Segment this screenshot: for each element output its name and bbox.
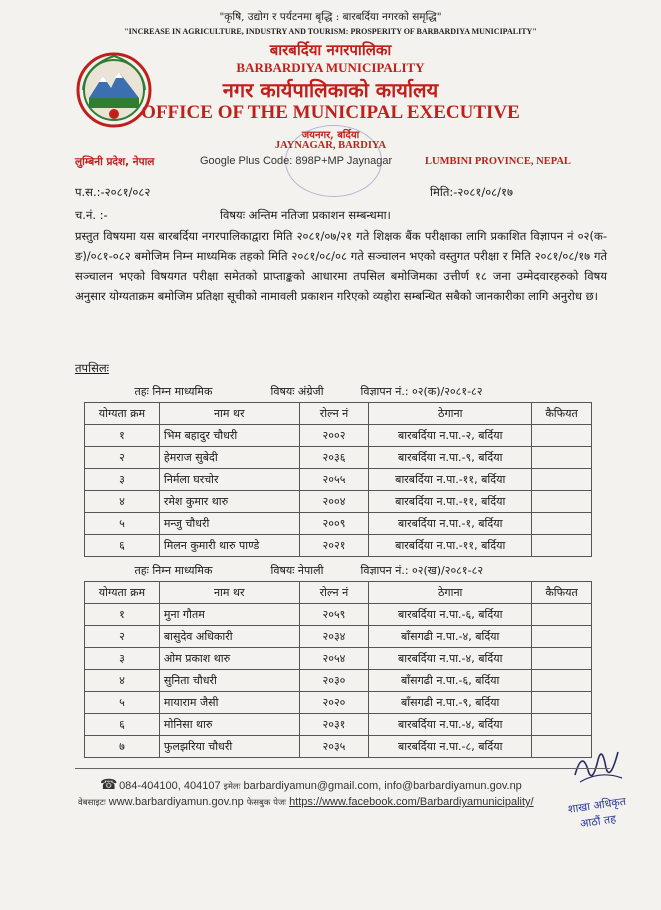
results-table-english	[84, 380, 592, 557]
address-cell: बाँसगढी न.पा.-९, बर्दिया	[369, 692, 532, 714]
office-name-english: OFFICE OF THE MUNICIPAL EXECUTIVE	[141, 102, 520, 123]
footer-phone: 084-404100, 404107	[119, 780, 221, 792]
letter-date: मिति:-२०८१/०८/१७	[430, 185, 514, 199]
name-cell: मायाराम जैसी	[159, 692, 299, 714]
table-header-row	[85, 582, 592, 604]
name-cell: मोनिसा थारु	[159, 714, 299, 736]
name-cell: सुनिता चौधरी	[159, 670, 299, 692]
table-level: तहः निम्न माध्यमिक	[134, 564, 213, 577]
rank-cell: ३	[85, 469, 160, 491]
motto-english: "INCREASE IN AGRICULTURE, INDUSTRY AND TOURISM: PROSPERITY OF BARBARDIYA MUNICIPALITY"	[124, 27, 537, 36]
google-plus-code: Google Plus Code: 898P+MP Jaynagar	[200, 155, 393, 167]
roll-cell: २०३५	[299, 736, 369, 758]
office-name-nepali: नगर कार्यपालिकाको कार्यालय	[222, 78, 439, 102]
rank-cell: २	[85, 447, 160, 469]
remarks-cell	[532, 714, 592, 736]
footer-facebook-label: फेसबुक पेजः	[246, 798, 286, 808]
table-row	[85, 648, 592, 670]
footer-facebook-link[interactable]: https://www.facebook.com/Barbardiyamunicipality/	[289, 796, 534, 808]
name-cell: निर्मला घरचोर	[159, 469, 299, 491]
rank-cell: १	[85, 425, 160, 447]
column-header: रोल्न नं	[299, 403, 369, 425]
remarks-cell	[532, 491, 592, 513]
remarks-cell	[532, 425, 592, 447]
column-header: नाम थर	[159, 403, 299, 425]
column-header: कैफियत	[532, 403, 592, 425]
footer-divider	[75, 768, 610, 769]
roll-cell: २०३४	[299, 626, 369, 648]
table-row	[85, 535, 592, 557]
address-cell: बारबर्दिया न.पा.-४, बर्दिया	[369, 648, 532, 670]
footer-emails[interactable]: barbardiyamun@gmail.com, info@barbardiyamun.gov.np	[243, 780, 522, 792]
roll-cell: २०२१	[299, 535, 369, 557]
roll-cell: २०२०	[299, 692, 369, 714]
address-nepali: जयनगर, बर्दिया	[301, 130, 360, 141]
letter-body: प्रस्तुत विषयमा यस बारबर्दिया नगरपालिकाद्वारा मिति २०८१/०७/२१ गते शिक्षक बैंक परीक्षाका लागि प्रकाशित विज्ञापन नं ०२(क-ङ)/०८१-०८२ बमोजिम निम्न माध्यमिक तहको मिति २०८१/०८/०८ गते सञ्चालन भएको वस्तुगत परीक्षा र मिति २०८१/०८/१७ गते सञ्चालन भएको विषयगत परीक्षा समेतको प्राप्ताङ्कको आधारमा तपसिल बमोजिमका उत्तीर्ण १८ जना उम्मेदवारहरुको विषय अनुसार योग्यताक्रम बमोजिम प्रतिक्षा सूचीको नामावली प्रकाशन गरिएको व्यहोरा सम्बन्धित सबैको जानकारीका लागि अनुरोध छ।	[75, 229, 607, 303]
signature-icon	[570, 740, 625, 790]
remarks-cell	[532, 692, 592, 714]
column-header: रोल्न नं	[299, 582, 369, 604]
name-cell: ओम प्रकाश थारु	[159, 648, 299, 670]
name-cell: मन्जु चौधरी	[159, 513, 299, 535]
roll-cell: २००४	[299, 491, 369, 513]
column-header: ठेगाना	[369, 403, 532, 425]
remarks-cell	[532, 535, 592, 557]
remarks-cell	[532, 604, 592, 626]
remarks-cell	[532, 670, 592, 692]
province-english: LUMBINI PROVINCE, NEPAL	[425, 156, 571, 167]
roll-cell: २०३६	[299, 447, 369, 469]
roll-cell: २००२	[299, 425, 369, 447]
address-cell: बारबर्दिया न.पा.-१, बर्दिया	[369, 513, 532, 535]
table-caption-row	[85, 559, 592, 582]
footer-website[interactable]: www.barbardiyamun.gov.np	[108, 796, 244, 808]
name-cell: बासुदेव अधिकारी	[159, 626, 299, 648]
rank-cell: ७	[85, 736, 160, 758]
table-row	[85, 425, 592, 447]
office-stamp	[285, 125, 382, 197]
results-table-nepali	[84, 559, 592, 758]
table-advert-number: विज्ञापन नं.: ०२(ख)/२०८१-८२	[360, 564, 484, 577]
details-heading: तपसिलः	[75, 361, 109, 375]
footer-email-label: इमेलः	[223, 782, 241, 792]
table-row	[85, 692, 592, 714]
address-cell: बारबर्दिया न.पा.-८, बर्दिया	[369, 736, 532, 758]
motto-nepali: "कृषि, उद्योग र पर्यटनमा बृद्धि : बारबर्दिया नगरको समृद्धि"	[219, 11, 442, 23]
rank-cell: ६	[85, 714, 160, 736]
roll-cell: २०५५	[299, 469, 369, 491]
signatory-title-line2: आठौं तह	[579, 812, 617, 831]
name-cell: रमेश कुमार थारु	[159, 491, 299, 513]
letter-subject: विषयः अन्तिम नतिजा प्रकाशन सम्बन्धमा।	[220, 208, 391, 222]
signatory-title	[567, 794, 629, 834]
table-row	[85, 736, 592, 758]
table-subject: विषयः अंग्रेजी	[270, 385, 324, 398]
table-row	[85, 469, 592, 491]
table-caption-row	[85, 380, 592, 403]
name-cell: मिलन कुमारी थारु पाण्डे	[159, 535, 299, 557]
address-cell: बाँसगढी न.पा.-६, बर्दिया	[369, 670, 532, 692]
rank-cell: ४	[85, 670, 160, 692]
name-cell: भिम बहादुर चौधरी	[159, 425, 299, 447]
municipality-name-english: BARBARDIYA MUNICIPALITY	[236, 60, 425, 75]
remarks-cell	[532, 469, 592, 491]
remarks-cell	[532, 447, 592, 469]
rank-cell: ३	[85, 648, 160, 670]
roll-cell: २०५९	[299, 604, 369, 626]
column-header: कैफियत	[532, 582, 592, 604]
table-advert-number: विज्ञापन नं.: ०२(क)/२०८१-८२	[360, 385, 483, 398]
address-cell: बारबर्दिया न.पा.-११, बर्दिया	[369, 535, 532, 557]
rank-cell: २	[85, 626, 160, 648]
reference-number: प.स.:-२०८१/०८२	[75, 185, 151, 199]
province-nepali: लुम्बिनी प्रदेश, नेपाल	[75, 156, 155, 168]
name-cell: हेमराज सुबेदी	[159, 447, 299, 469]
roll-cell: २०३०	[299, 670, 369, 692]
rank-cell: ५	[85, 513, 160, 535]
name-cell: मुना गौतम	[159, 604, 299, 626]
municipality-name-nepali: बारबर्दिया नगरपालिका	[269, 41, 392, 59]
remarks-cell	[532, 513, 592, 535]
roll-cell: २०३१	[299, 714, 369, 736]
dispatch-number: च.नं. :-	[75, 208, 108, 222]
rank-cell: ६	[85, 535, 160, 557]
table-row	[85, 491, 592, 513]
rank-cell: ४	[85, 491, 160, 513]
rank-cell: ५	[85, 692, 160, 714]
address-cell: बाँसगढी न.पा.-४, बर्दिया	[369, 626, 532, 648]
address-cell: बारबर्दिया न.पा.-११, बर्दिया	[369, 491, 532, 513]
table-header-row	[85, 403, 592, 425]
footer-website-label: वेबसाइटः	[78, 798, 106, 808]
signatory-title-line1: शाखा अधिकृत	[567, 794, 627, 816]
table-row	[85, 513, 592, 535]
roll-cell: २०५४	[299, 648, 369, 670]
table-row	[85, 626, 592, 648]
column-header: योग्यता क्रम	[85, 582, 160, 604]
address-cell: बारबर्दिया न.पा.-२, बर्दिया	[369, 425, 532, 447]
table-row	[85, 447, 592, 469]
table-level: तहः निम्न माध्यमिक	[134, 385, 213, 398]
roll-cell: २००९	[299, 513, 369, 535]
footer-contact-line	[100, 776, 522, 793]
name-cell: फुलझरिया चौधरी	[159, 736, 299, 758]
address-cell: बारबर्दिया न.पा.-६, बर्दिया	[369, 604, 532, 626]
phone-icon: ☎	[100, 776, 118, 792]
column-header: योग्यता क्रम	[85, 403, 160, 425]
address-cell: बारबर्दिया न.पा.-९, बर्दिया	[369, 447, 532, 469]
column-header: ठेगाना	[369, 582, 532, 604]
remarks-cell	[532, 648, 592, 670]
address-cell: बारबर्दिया न.पा.-४, बर्दिया	[369, 714, 532, 736]
address-english: JAYNAGAR, BARDIYA	[274, 140, 387, 151]
footer-web-line	[78, 796, 534, 808]
address-cell: बारबर्दिया न.पा.-११, बर्दिया	[369, 469, 532, 491]
table-subject: विषयः नेपाली	[270, 564, 324, 577]
column-header: नाम थर	[159, 582, 299, 604]
table-row	[85, 714, 592, 736]
table-row	[85, 604, 592, 626]
rank-cell: १	[85, 604, 160, 626]
remarks-cell	[532, 626, 592, 648]
table-row	[85, 670, 592, 692]
